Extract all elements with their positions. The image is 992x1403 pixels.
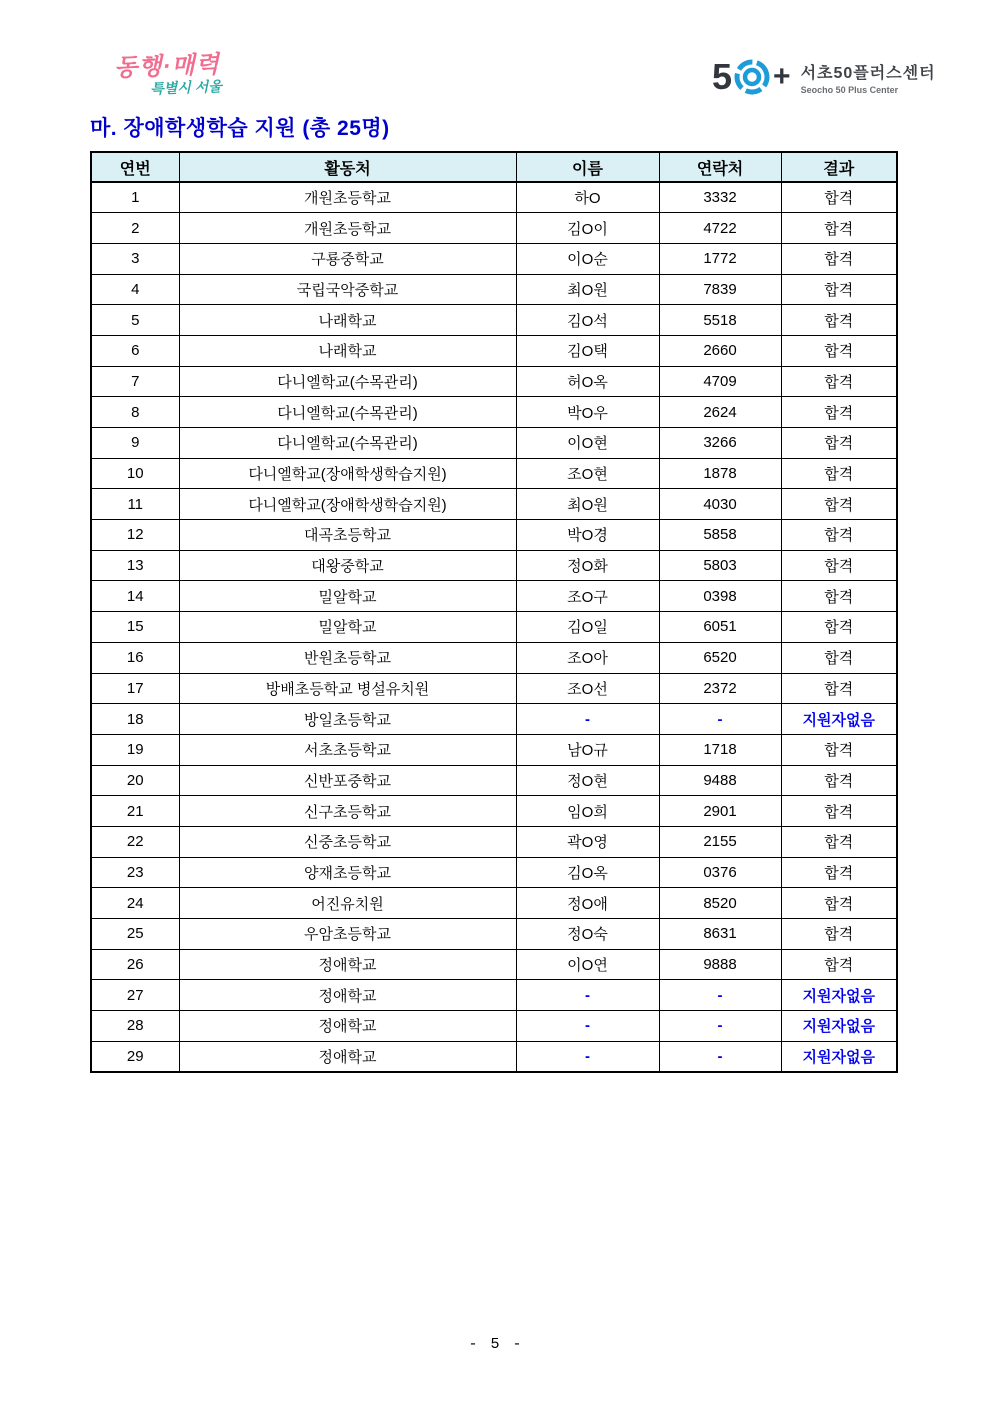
row-number-cell: 10 [91,458,179,489]
table-row [91,796,897,827]
seocho-50plus-logo [712,58,936,96]
row-org-cell: 다니엘학교(장애학생학습지원) [179,489,516,520]
seoul-city-logo [92,51,242,97]
row-name-cell: 조O현 [516,458,659,489]
table-body [91,182,897,1072]
row-name-cell: 정O현 [516,765,659,796]
row-number-cell: 26 [91,949,179,980]
row-org-cell: 다니엘학교(수목관리) [179,397,516,428]
row-org-cell: 다니엘학교(수목관리) [179,366,516,397]
table-row [91,520,897,551]
center-name-korean: 서초50플러스센터 [800,64,936,82]
row-number-cell: 17 [91,673,179,704]
center-name-block [801,60,936,95]
row-number-cell: 27 [91,980,179,1011]
row-number-cell: 22 [91,826,179,857]
table-row [91,305,897,336]
row-contact-cell: - [659,1041,781,1072]
row-contact-cell: 9488 [659,765,781,796]
table-row [91,550,897,581]
row-contact-cell: 4709 [659,366,781,397]
row-name-cell: 김O석 [516,305,659,336]
table-row [91,335,897,366]
row-org-cell: 방배초등학교 병설유치원 [179,673,516,704]
row-number-cell: 8 [91,397,179,428]
row-result-cell: 합격 [781,397,897,428]
row-name-cell: 임O희 [516,796,659,827]
row-number-cell: 2 [91,213,179,244]
row-name-cell: 하O [516,182,659,213]
table-row [91,612,897,643]
row-result-cell: 합격 [781,857,897,888]
row-name-cell: - [516,1041,659,1072]
row-name-cell: - [516,1011,659,1042]
row-org-cell: 정애학교 [179,949,516,980]
row-name-cell: 박O우 [516,397,659,428]
row-name-cell: 허O옥 [516,366,659,397]
table-row [91,428,897,459]
table-row [91,397,897,428]
row-number-cell: 1 [91,182,179,213]
row-contact-cell: 0398 [659,581,781,612]
row-result-cell: 합격 [781,550,897,581]
table-row [91,673,897,704]
row-result-cell: 합격 [781,489,897,520]
row-result-cell: 지원자없음 [781,1041,897,1072]
row-contact-cell: 1718 [659,734,781,765]
row-contact-cell: - [659,980,781,1011]
row-result-cell: 합격 [781,826,897,857]
table-row [91,274,897,305]
row-number-cell: 25 [91,919,179,950]
fifty-plus-target-icon [733,58,771,96]
table-row [91,949,897,980]
row-org-cell: 정애학교 [179,1041,516,1072]
row-contact-cell: 5858 [659,520,781,551]
row-number-cell: 28 [91,1011,179,1042]
row-name-cell: 김O일 [516,612,659,643]
row-org-cell: 나래학교 [179,305,516,336]
column-header-result: 결과 [781,152,897,182]
row-result-cell: 지원자없음 [781,704,897,735]
row-name-cell: - [516,704,659,735]
row-org-cell: 개원초등학교 [179,182,516,213]
row-org-cell: 구룡중학교 [179,243,516,274]
table-row [91,489,897,520]
table-row [91,581,897,612]
row-contact-cell: 0376 [659,857,781,888]
row-result-cell: 합격 [781,949,897,980]
row-org-cell: 정애학교 [179,980,516,1011]
row-org-cell: 대왕중학교 [179,550,516,581]
row-name-cell: 정O화 [516,550,659,581]
row-contact-cell: 1878 [659,458,781,489]
row-name-cell: 조O선 [516,673,659,704]
column-header-number: 연번 [91,152,179,182]
row-result-cell: 합격 [781,796,897,827]
row-name-cell: 곽O영 [516,826,659,857]
row-result-cell: 합격 [781,765,897,796]
row-contact-cell: 3332 [659,182,781,213]
row-name-cell: 정O숙 [516,919,659,950]
row-org-cell: 신중초등학교 [179,826,516,857]
row-result-cell: 합격 [781,428,897,459]
row-contact-cell: 2660 [659,335,781,366]
row-result-cell: 합격 [781,182,897,213]
row-result-cell: 지원자없음 [781,1011,897,1042]
row-contact-cell: 9888 [659,949,781,980]
row-number-cell: 18 [91,704,179,735]
row-name-cell: 김O택 [516,335,659,366]
fifty-plus-mark [712,58,791,96]
table-row [91,734,897,765]
page-number: - 5 - [468,1336,524,1353]
table-row [91,980,897,1011]
row-contact-cell: 4030 [659,489,781,520]
row-result-cell: 합격 [781,642,897,673]
row-result-cell: 합격 [781,335,897,366]
section-title: 마. 장애학생학습 지원 (총 25명) [90,117,390,140]
table-header-row [91,152,897,182]
row-contact-cell: 2901 [659,796,781,827]
row-org-cell: 밀알학교 [179,581,516,612]
seoul-logo-slogan-text: 동행·매력 [113,51,221,82]
roster-table [90,151,898,1073]
row-result-cell: 합격 [781,305,897,336]
row-org-cell: 우암초등학교 [179,919,516,950]
row-name-cell: 조O구 [516,581,659,612]
row-contact-cell: 8631 [659,919,781,950]
row-number-cell: 7 [91,366,179,397]
row-number-cell: 24 [91,888,179,919]
row-number-cell: 4 [91,274,179,305]
row-result-cell: 합격 [781,274,897,305]
row-org-cell: 다니엘학교(장애학생학습지원) [179,458,516,489]
row-name-cell: 최O원 [516,489,659,520]
table-row [91,642,897,673]
table-row [91,366,897,397]
column-header-contact: 연락처 [659,152,781,182]
row-name-cell: 김O이 [516,213,659,244]
row-contact-cell: 3266 [659,428,781,459]
table-row [91,1011,897,1042]
row-name-cell: - [516,980,659,1011]
row-contact-cell: 2372 [659,673,781,704]
row-result-cell: 합격 [781,919,897,950]
row-org-cell: 신반포중학교 [179,765,516,796]
row-org-cell: 양재초등학교 [179,857,516,888]
row-result-cell: 합격 [781,520,897,551]
row-contact-cell: 5803 [659,550,781,581]
row-result-cell: 합격 [781,734,897,765]
row-result-cell: 합격 [781,243,897,274]
row-result-cell: 합격 [781,458,897,489]
row-org-cell: 어진유치원 [179,888,516,919]
row-number-cell: 13 [91,550,179,581]
row-number-cell: 16 [91,642,179,673]
column-header-name: 이름 [516,152,659,182]
row-contact-cell: 5518 [659,305,781,336]
row-name-cell: 이O연 [516,949,659,980]
row-contact-cell: 7839 [659,274,781,305]
row-result-cell: 합격 [781,213,897,244]
row-org-cell: 다니엘학교(수목관리) [179,428,516,459]
row-contact-cell: 2624 [659,397,781,428]
row-name-cell: 김O옥 [516,857,659,888]
row-contact-cell: - [659,1011,781,1042]
row-result-cell: 합격 [781,888,897,919]
row-number-cell: 19 [91,734,179,765]
row-number-cell: 15 [91,612,179,643]
table-row [91,213,897,244]
row-number-cell: 12 [91,520,179,551]
center-name-english: Seocho 50 Plus Center [800,84,899,95]
row-contact-cell: 1772 [659,243,781,274]
fifty-plus-plus-sign: + [773,60,791,93]
column-header-org: 활동처 [179,152,516,182]
row-name-cell: 남O규 [516,734,659,765]
table-row [91,888,897,919]
table-row [91,765,897,796]
row-name-cell: 최O원 [516,274,659,305]
table-row [91,458,897,489]
table-row [91,243,897,274]
seoul-logo-city-text: 특별시 서울 [149,78,222,97]
row-number-cell: 3 [91,243,179,274]
row-number-cell: 11 [91,489,179,520]
table-row [91,704,897,735]
row-org-cell: 서초초등학교 [179,734,516,765]
row-contact-cell: 4722 [659,213,781,244]
row-result-cell: 합격 [781,673,897,704]
row-contact-cell: 6051 [659,612,781,643]
row-number-cell: 20 [91,765,179,796]
row-result-cell: 합격 [781,612,897,643]
table-row [91,857,897,888]
table-row [91,919,897,950]
row-number-cell: 9 [91,428,179,459]
row-contact-cell: 8520 [659,888,781,919]
row-number-cell: 6 [91,335,179,366]
table-row [91,826,897,857]
row-result-cell: 지원자없음 [781,980,897,1011]
row-org-cell: 신구초등학교 [179,796,516,827]
row-number-cell: 21 [91,796,179,827]
row-name-cell: 박O경 [516,520,659,551]
row-org-cell: 방일초등학교 [179,704,516,735]
row-name-cell: 조O아 [516,642,659,673]
row-name-cell: 정O애 [516,888,659,919]
row-org-cell: 반원초등학교 [179,642,516,673]
row-org-cell: 대곡초등학교 [179,520,516,551]
row-name-cell: 이O순 [516,243,659,274]
row-number-cell: 29 [91,1041,179,1072]
row-org-cell: 나래학교 [179,335,516,366]
row-name-cell: 이O현 [516,428,659,459]
row-org-cell: 정애학교 [179,1011,516,1042]
row-org-cell: 국립국악중학교 [179,274,516,305]
row-contact-cell: - [659,704,781,735]
row-contact-cell: 6520 [659,642,781,673]
row-result-cell: 합격 [781,581,897,612]
row-contact-cell: 2155 [659,826,781,857]
row-number-cell: 14 [91,581,179,612]
row-number-cell: 23 [91,857,179,888]
table-row [91,182,897,213]
table-row [91,1041,897,1072]
fifty-plus-number: 5 [712,56,733,97]
row-number-cell: 5 [91,305,179,336]
row-result-cell: 합격 [781,366,897,397]
row-org-cell: 밀알학교 [179,612,516,643]
row-org-cell: 개원초등학교 [179,213,516,244]
